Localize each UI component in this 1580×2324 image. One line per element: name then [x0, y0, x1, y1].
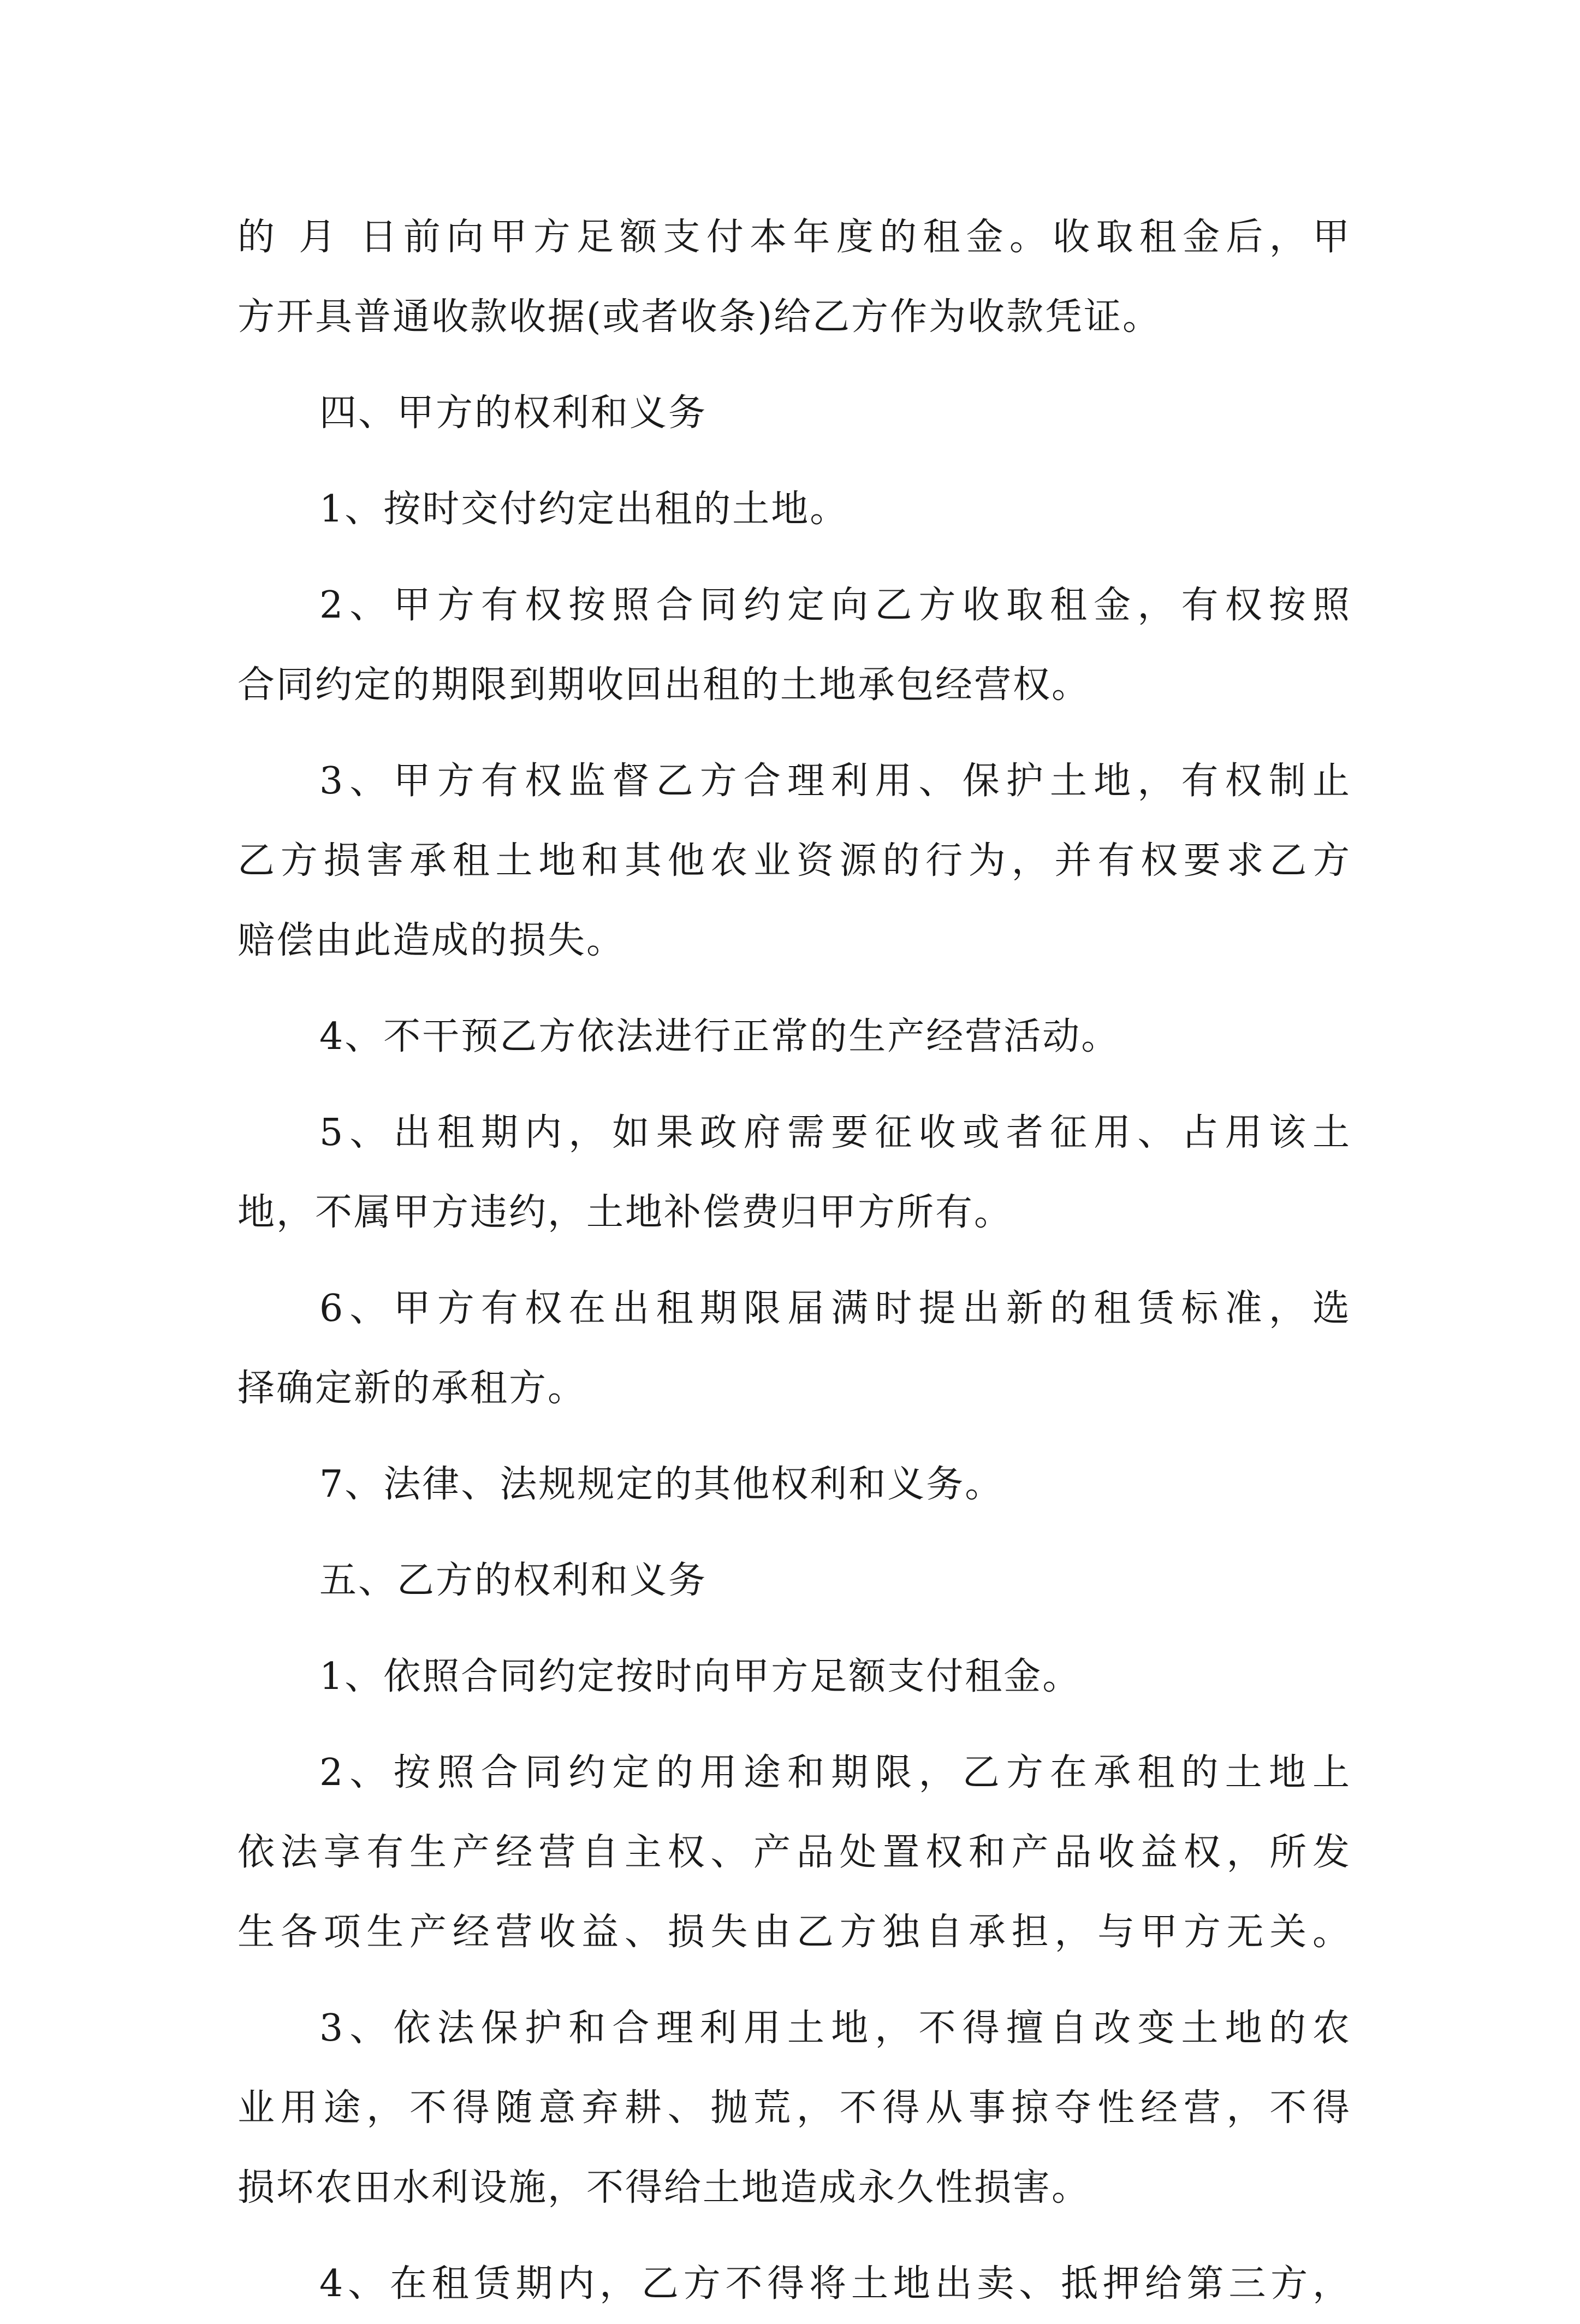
text-line: 的 月 日前向甲方足额支付本年度的租金。收取租金后，甲 [237, 216, 1351, 259]
list-item: 3、依法保护和合理利用土地，不得擅自改变土地的农 [319, 2007, 1351, 2050]
list-item: 3、甲方有权监督乙方合理利用、保护土地，有权制止 [319, 760, 1351, 803]
list-item: 4、不干预乙方依法进行正常的生产经营活动。 [319, 1015, 1120, 1058]
list-item: 5、出租期内，如果政府需要征收或者征用、占用该土 [319, 1111, 1351, 1154]
text-line: 生各项生产经营收益、损失由乙方独自承担，与甲方无关。 [237, 1911, 1351, 1954]
contract-text-body [237, 198, 1351, 2324]
text-line: 赔偿由此造成的损失。 [237, 919, 626, 962]
text-line: 乙方损害承租土地和其他农业资源的行为，并有权要求乙方 [237, 839, 1351, 882]
section-heading: 四、甲方的权利和义务 [319, 392, 708, 435]
text-line: 合同约定的期限到期收回出租的土地承包经营权。 [237, 663, 1091, 707]
list-item: 7、法律、法规规定的其他权利和义务。 [319, 1463, 1004, 1506]
text-line: 择确定新的承租方。 [237, 1367, 587, 1410]
list-item: 2、按照合同约定的用途和期限，乙方在承租的土地上 [319, 1751, 1351, 1794]
text-line: 依法享有生产经营自主权、产品处置权和产品收益权，所发 [237, 1831, 1351, 1874]
list-item: 1、按时交付约定出租的土地。 [319, 488, 849, 531]
list-item: 2、甲方有权按照合同约定向乙方收取租金，有权按照 [319, 584, 1351, 627]
text-line: 方开具普通收款收据(或者收条)给乙方作为收款凭证。 [237, 295, 1162, 339]
text-line: 业用途，不得随意弃耕、抛荒，不得从事掠夺性经营，不得 [237, 2086, 1351, 2130]
section-heading: 五、乙方的权利和义务 [319, 1559, 708, 1602]
list-item: 6、甲方有权在出租期限届满时提出新的租赁标准，选 [319, 1287, 1351, 1330]
list-item: 4、在租赁期内，乙方不得将土地出卖、抵押给第三方， [319, 2262, 1351, 2305]
list-item: 1、依照合同约定按时向甲方足额支付租金。 [319, 1655, 1082, 1698]
text-line: 地，不属甲方违约，土地补偿费归甲方所有。 [237, 1191, 1013, 1234]
text-line: 损坏农田水利设施，不得给土地造成永久性损害。 [237, 2166, 1091, 2209]
